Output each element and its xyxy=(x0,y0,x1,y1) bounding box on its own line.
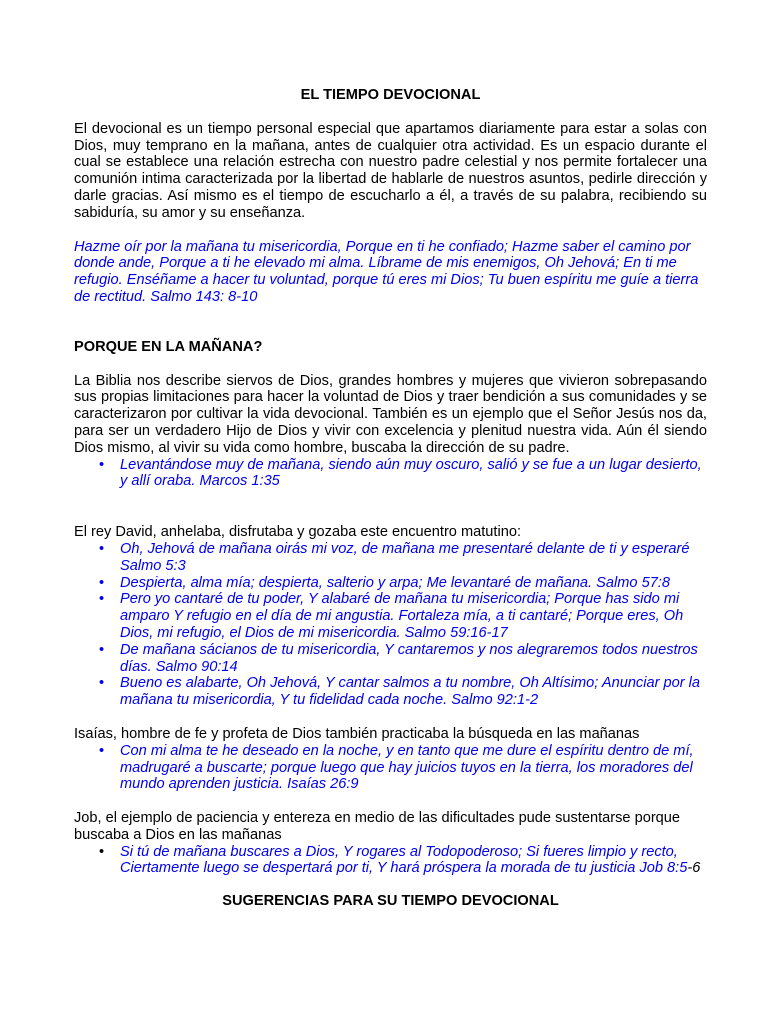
verse-bullet-item xyxy=(74,675,707,709)
verse-text: Pero yo cantaré de tu poder, Y alabaré de mañana tu misericordia; Porque has sido mi amparo Y refugio en el día de mi angustia. Fortaleza mía, a ti cantaré; Porque eres, Oh Dios, mi refugio, el Dios de mi misericordia. Salmo 59:16-17 xyxy=(120,591,684,641)
isaias-intro: Isaías, hombre de fe y profeta de Dios también practicaba la búsqueda en las mañanas xyxy=(74,725,640,742)
verse-text: De mañana sácianos de tu misericordia, Y cantaremos y nos alegraremos todos nuestros días. Salmo 90:14 xyxy=(120,641,698,675)
bullet-icon: • xyxy=(99,675,105,692)
verse-bullet-item xyxy=(74,591,707,641)
david-verse-list xyxy=(74,541,707,709)
section-heading-morning: PORQUE EN LA MAÑANA? xyxy=(74,338,263,355)
bullet-icon: • xyxy=(99,540,105,557)
verse-bullet-item xyxy=(74,743,707,793)
intro-verse: Hazme oír por la mañana tu misericordia, Porque en ti he confiado; Hazme saber el camino por donde ande, Porque a ti he elevado mi alma. Líbrame de mis enemigos, Oh Jehová; En ti me refugio. Enséñame a hacer tu voluntad, porque tú eres mi Dios; Tu buen espíritu me guíe a tierra de rectitud. Salmo 143: 8-10 xyxy=(74,238,699,305)
job-intro: Job, el ejemplo de paciencia y entereza en medio de las dificultades pude sustentarse porque buscaba a Dios en las mañanas xyxy=(74,810,681,843)
david-intro: El rey David, anhelaba, disfrutaba y gozaba este encuentro matutino: xyxy=(74,524,522,541)
jesus-verse-list xyxy=(74,457,707,491)
verse-bullet-item xyxy=(74,844,707,878)
section-heading-suggestions: SUGERENCIAS PARA SU TIEMPO DEVOCIONAL xyxy=(222,893,559,910)
bullet-icon: • xyxy=(99,742,105,759)
bullet-icon: • xyxy=(99,591,105,608)
verse-text: Bueno es alabarte, Oh Jehová, Y cantar salmos a tu nombre, Oh Altísimo; Anunciar por la mañana tu misericordia, Y tu fidelidad cada noche. Salmo 92:1-2 xyxy=(120,675,701,709)
verse-bullet-item xyxy=(74,575,707,592)
verse-bullet-item xyxy=(74,457,707,491)
isaias-verse-list xyxy=(74,743,707,793)
bullet-icon: • xyxy=(99,574,105,591)
section-morning-paragraph: La Biblia nos describe siervos de Dios, grandes hombres y mujeres que vivieron sobrepasando sus propias limitaciones para hacer la voluntad de Dios y traer bendición a sus comunidades y se caracterizaron por cultivar la vida devocional. También es un ejemplo que el Señor Jesús nos da, para ser un verdadero Hijo de Dios y vivir con excelencia y plenitud nuestra vida. Aún él siendo Dios mismo, al vivir su vida como hombre, buscaba la dirección de su padre. xyxy=(74,372,707,456)
verse-bullet-item xyxy=(74,642,707,676)
verse-bullet-item xyxy=(74,541,707,575)
verse-reference-tail: -6 xyxy=(687,860,701,877)
document-title: EL TIEMPO DEVOCIONAL xyxy=(300,87,481,103)
job-verse-list xyxy=(74,844,707,878)
bullet-icon: • xyxy=(99,456,105,473)
verse-text: Oh, Jehová de mañana oirás mi voz, de mañana me presentaré delante de ti y esperaré Salmo 5:3 xyxy=(120,540,690,574)
verse-text: Con mi alma te he deseado en la noche, y en tanto que me dure el espíritu dentro de mí, madrugaré a buscarte; porque luego que hay juicios tuyos en la tierra, los moradores del mundo aprenden justicia. Isaías 26:9 xyxy=(120,742,694,793)
bullet-icon: • xyxy=(99,843,105,860)
verse-text: Despierta, alma mía; despierta, salterio y arpa; Me levantaré de mañana. Salmo 57:8 xyxy=(120,574,670,591)
verse-text: Si tú de mañana buscares a Dios, Y rogares al Todopoderoso; Si fueres limpio y recto, Ciertamente luego se despertará por ti, Y hará próspera la morada de tu justicia Job 8:5 xyxy=(120,843,688,877)
bullet-icon: • xyxy=(99,641,105,658)
document-page xyxy=(74,87,707,910)
intro-paragraph: El devocional es un tiempo personal especial que apartamos diariamente para estar a solas con Dios, muy temprano en la mañana, antes de cualquier otra actividad. Es un espacio durante el cual se establece una relación estrecha con nuestro padre celestial y nos permite fortalecer una comunión intima caracterizada por la libertad de hablarle de nuestros asuntos, pedirle dirección y darle gracias. Así mismo es el tiempo de escucharlo a él, a través de su palabra, recibiendo su sabiduría, su amor y su enseñanza. xyxy=(74,120,707,221)
verse-text: Levantándose muy de mañana, siendo aún muy oscuro, salió y se fue a un lugar desierto, y allí oraba. Marcos 1:35 xyxy=(120,456,702,490)
